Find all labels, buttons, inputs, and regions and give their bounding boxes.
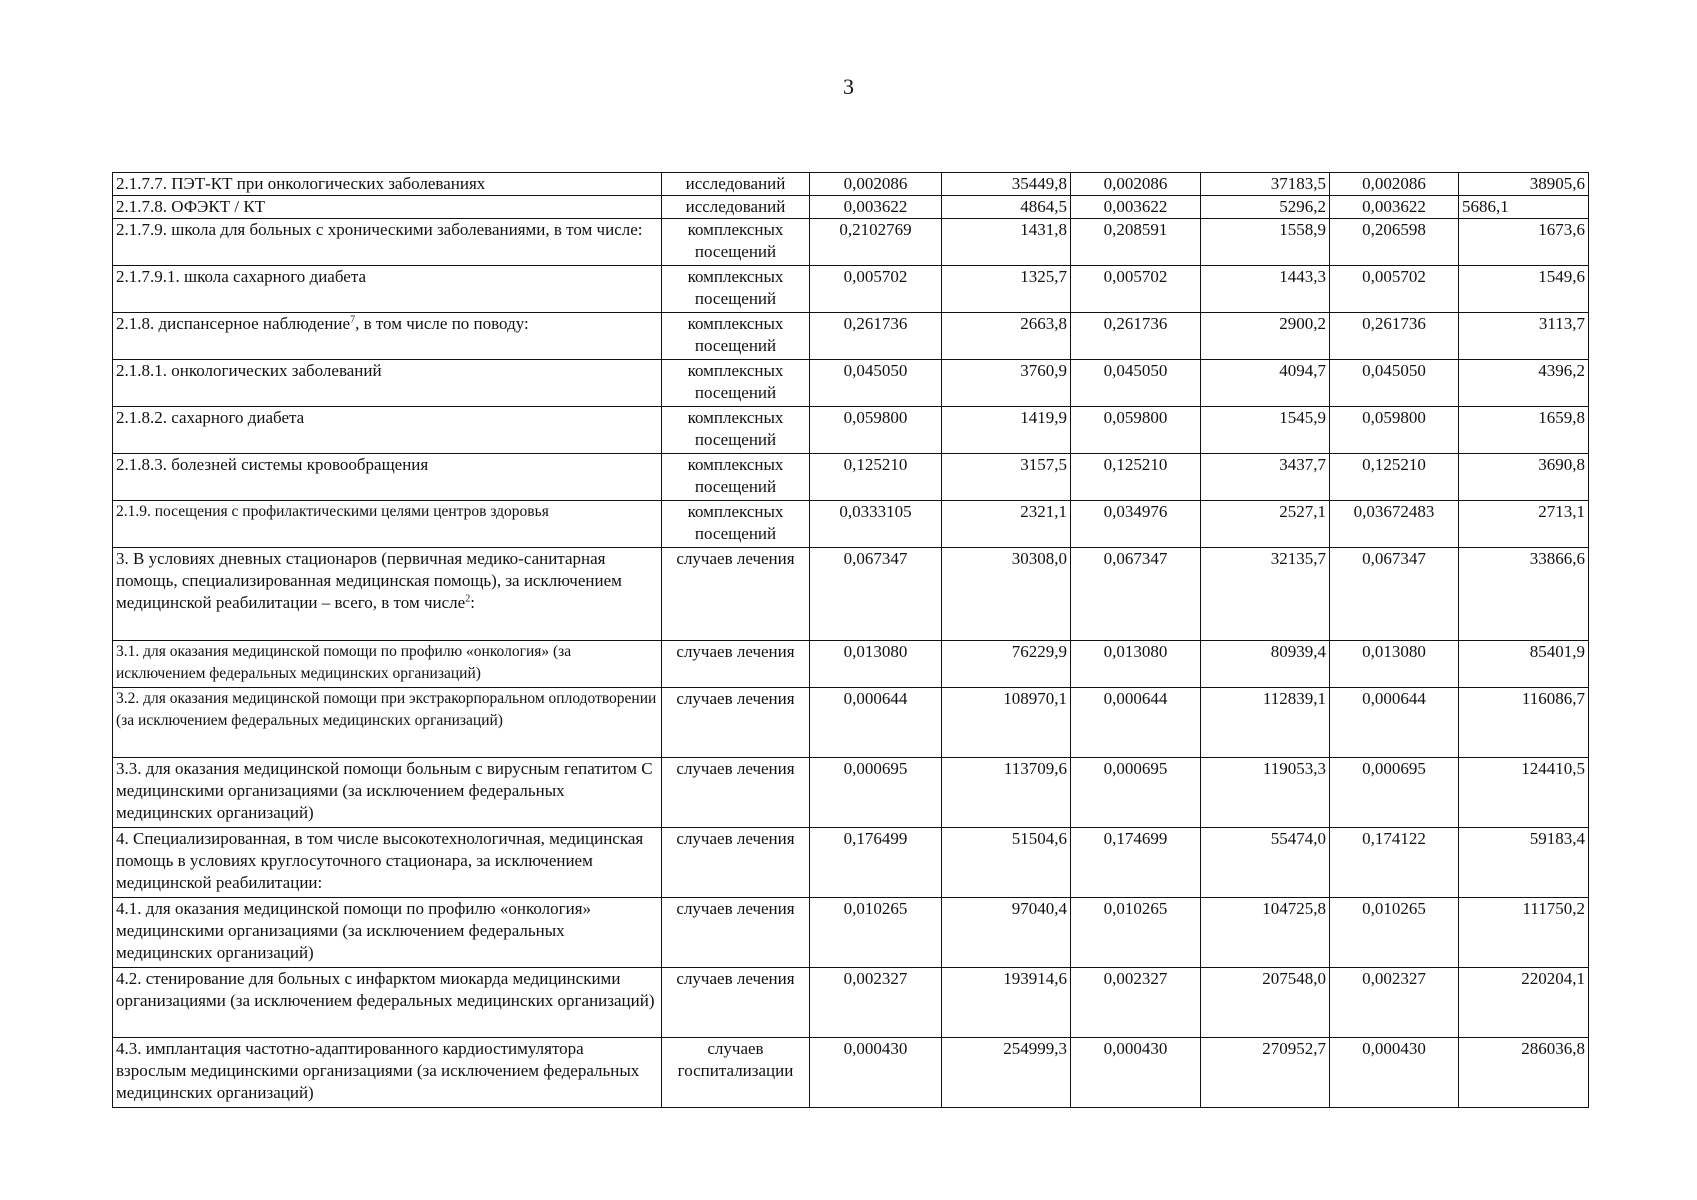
row-unit-cell: случаев лечения (662, 968, 810, 1038)
cost-2024-cell: 1431,8 (942, 219, 1071, 266)
table-row (113, 407, 1589, 454)
cost-2024-cell: 30308,0 (942, 548, 1071, 641)
norm-2024-cell: 0,000644 (810, 688, 942, 758)
row-unit-cell: случаев лечения (662, 641, 810, 688)
table-row (113, 828, 1589, 898)
table-row (113, 173, 1589, 196)
row-name-cell: 3. В условиях дневных стационаров (первичная медико-санитарная помощь, специализированная медицинская помощь), за исключением медицинской реабилитации – всего, в том числе$^2$: (113, 548, 662, 641)
norm-2025-cell: 0,005702 (1071, 266, 1201, 313)
norm-2025-cell: 0,003622 (1071, 196, 1201, 219)
norm-2024-cell: 0,067347 (810, 548, 942, 641)
cost-2026-cell: 124410,5 (1459, 758, 1589, 828)
norm-2025-cell: 0,034976 (1071, 501, 1201, 548)
norm-2026-cell: 0,000430 (1330, 1038, 1459, 1108)
row-name-cell: 2.1.8.2. сахарного диабета (113, 407, 662, 454)
row-unit-cell: случаев лечения (662, 548, 810, 641)
row-unit-cell: комплексных посещений (662, 360, 810, 407)
norm-2024-cell: 0,261736 (810, 313, 942, 360)
row-name-cell: 2.1.8.1. онкологических заболеваний (113, 360, 662, 407)
cost-2026-cell: 85401,9 (1459, 641, 1589, 688)
norm-2026-cell: 0,005702 (1330, 266, 1459, 313)
cost-2025-cell: 270952,7 (1201, 1038, 1330, 1108)
page-number: 3 (843, 74, 854, 99)
table-row (113, 454, 1589, 501)
norm-2026-cell: 0,174122 (1330, 828, 1459, 898)
row-unit-cell: случаев лечения (662, 758, 810, 828)
cost-2025-cell: 1558,9 (1201, 219, 1330, 266)
cost-2024-cell: 3157,5 (942, 454, 1071, 501)
table-row (113, 501, 1589, 548)
row-unit-cell: комплексных посещений (662, 266, 810, 313)
row-unit-cell: комплексных посещений (662, 407, 810, 454)
row-unit-cell: комплексных посещений (662, 501, 810, 548)
cost-2024-cell: 2663,8 (942, 313, 1071, 360)
norm-2026-cell: 0,010265 (1330, 898, 1459, 968)
cost-2024-cell: 4864,5 (942, 196, 1071, 219)
cost-2024-cell: 76229,9 (942, 641, 1071, 688)
table-row (113, 196, 1589, 219)
row-unit-cell: случаев лечения (662, 688, 810, 758)
norm-2026-cell: 0,03672483 (1330, 501, 1459, 548)
norm-2024-cell: 0,045050 (810, 360, 942, 407)
cost-2024-cell: 51504,6 (942, 828, 1071, 898)
norm-2026-cell: 0,206598 (1330, 219, 1459, 266)
cost-2026-cell: 3690,8 (1459, 454, 1589, 501)
norm-2024-cell: 0,002327 (810, 968, 942, 1038)
row-unit-cell: исследований (662, 173, 810, 196)
norm-2024-cell: 0,013080 (810, 641, 942, 688)
norm-2024-cell: 0,002086 (810, 173, 942, 196)
row-unit-cell: случаев госпитализации (662, 1038, 810, 1108)
row-name-cell: 2.1.7.9.1. школа сахарного диабета (113, 266, 662, 313)
table-row (113, 968, 1589, 1038)
row-unit-cell: случаев лечения (662, 828, 810, 898)
row-unit-cell: комплексных посещений (662, 313, 810, 360)
row-unit-cell: комплексных посещений (662, 219, 810, 266)
row-name-cell: 2.1.7.7. ПЭТ-КТ при онкологических заболеваниях (113, 173, 662, 196)
norm-2024-cell: 0,010265 (810, 898, 942, 968)
cost-2026-cell: 2713,1 (1459, 501, 1589, 548)
norm-2025-cell: 0,000430 (1071, 1038, 1201, 1108)
cost-2026-cell: 286036,8 (1459, 1038, 1589, 1108)
cost-2024-cell: 193914,6 (942, 968, 1071, 1038)
norm-2026-cell: 0,261736 (1330, 313, 1459, 360)
table-body (113, 173, 1589, 1108)
cost-2025-cell: 4094,7 (1201, 360, 1330, 407)
cost-2026-cell: 220204,1 (1459, 968, 1589, 1038)
norm-2024-cell: 0,059800 (810, 407, 942, 454)
cost-2024-cell: 2321,1 (942, 501, 1071, 548)
norm-2025-cell: 0,000695 (1071, 758, 1201, 828)
table-row (113, 758, 1589, 828)
table-row (113, 548, 1589, 641)
norm-2025-cell: 0,045050 (1071, 360, 1201, 407)
footnote-mark: 2 (465, 593, 471, 605)
norm-2025-cell: 0,208591 (1071, 219, 1201, 266)
cost-2024-cell: 108970,1 (942, 688, 1071, 758)
cost-2026-cell: 59183,4 (1459, 828, 1589, 898)
cost-2025-cell: 5296,2 (1201, 196, 1330, 219)
norm-2025-cell: 0,125210 (1071, 454, 1201, 501)
cost-2026-cell: 1549,6 (1459, 266, 1589, 313)
norm-2025-cell: 0,013080 (1071, 641, 1201, 688)
row-name-cell: 4.2. стенирование для больных с инфарктом миокарда медицинскими организациями (за исключением федеральных медицинских организаций) (113, 968, 662, 1038)
norm-2026-cell: 0,003622 (1330, 196, 1459, 219)
cost-2025-cell: 1443,3 (1201, 266, 1330, 313)
norm-2025-cell: 0,067347 (1071, 548, 1201, 641)
cost-2025-cell: 2527,1 (1201, 501, 1330, 548)
cost-2025-cell: 55474,0 (1201, 828, 1330, 898)
row-name-cell: 2.1.7.8. ОФЭКТ / КТ (113, 196, 662, 219)
cost-2026-cell: 5686,1 (1459, 196, 1589, 219)
cost-2025-cell: 104725,8 (1201, 898, 1330, 968)
table-row (113, 360, 1589, 407)
row-unit-cell: случаев лечения (662, 898, 810, 968)
row-name-cell: 2.1.7.9. школа для больных с хроническими заболеваниями, в том числе: (113, 219, 662, 266)
norm-2024-cell: 0,005702 (810, 266, 942, 313)
row-name-cell: 2.1.8. диспансерное наблюдение$^7$, в том числе по поводу: (113, 313, 662, 360)
norm-2026-cell: 0,013080 (1330, 641, 1459, 688)
table-row (113, 219, 1589, 266)
cost-2026-cell: 38905,6 (1459, 173, 1589, 196)
row-name-cell: 2.1.9. посещения с профилактическими целями центров здоровья (113, 501, 662, 548)
norm-2024-cell: 0,176499 (810, 828, 942, 898)
norm-2026-cell: 0,125210 (1330, 454, 1459, 501)
norm-2026-cell: 0,067347 (1330, 548, 1459, 641)
row-name-cell: 4.3. имплантация частотно-адаптированного кардиостимулятора взрослым медицинскими организациями (за исключением федеральных медицинских организаций) (113, 1038, 662, 1108)
cost-2024-cell: 254999,3 (942, 1038, 1071, 1108)
cost-2025-cell: 2900,2 (1201, 313, 1330, 360)
norm-2026-cell: 0,000644 (1330, 688, 1459, 758)
footnote-mark: 7 (350, 314, 356, 326)
cost-2025-cell: 80939,4 (1201, 641, 1330, 688)
cost-2026-cell: 111750,2 (1459, 898, 1589, 968)
cost-2026-cell: 4396,2 (1459, 360, 1589, 407)
cost-2024-cell: 97040,4 (942, 898, 1071, 968)
norm-2024-cell: 0,000695 (810, 758, 942, 828)
cost-2024-cell: 113709,6 (942, 758, 1071, 828)
cost-2025-cell: 207548,0 (1201, 968, 1330, 1038)
norm-2026-cell: 0,002327 (1330, 968, 1459, 1038)
row-name-cell: 2.1.8.3. болезней системы кровообращения (113, 454, 662, 501)
norm-2024-cell: 0,0333105 (810, 501, 942, 548)
cost-2025-cell: 1545,9 (1201, 407, 1330, 454)
norm-2026-cell: 0,000695 (1330, 758, 1459, 828)
table-row (113, 266, 1589, 313)
cost-2025-cell: 37183,5 (1201, 173, 1330, 196)
norm-2025-cell: 0,174699 (1071, 828, 1201, 898)
norm-2026-cell: 0,002086 (1330, 173, 1459, 196)
table-row (113, 641, 1589, 688)
norm-2026-cell: 0,045050 (1330, 360, 1459, 407)
row-name-cell: 3.1. для оказания медицинской помощи по профилю «онкология» (за исключением федеральных медицинских организаций) (113, 641, 662, 688)
cost-2026-cell: 1659,8 (1459, 407, 1589, 454)
norm-2025-cell: 0,002086 (1071, 173, 1201, 196)
norm-2026-cell: 0,059800 (1330, 407, 1459, 454)
row-name-cell: 3.2. для оказания медицинской помощи при экстракорпоральном оплодотворении (за исключением федеральных медицинских организаций) (113, 688, 662, 758)
row-name-cell: 4. Специализированная, в том числе высокотехнологичная, медицинская помощь в условиях круглосуточного стационара, за исключением медицинской реабилитации: (113, 828, 662, 898)
row-unit-cell: исследований (662, 196, 810, 219)
cost-2026-cell: 1673,6 (1459, 219, 1589, 266)
medical-care-norms-table (112, 172, 1589, 1108)
cost-2024-cell: 1419,9 (942, 407, 1071, 454)
table-row (113, 688, 1589, 758)
cost-2025-cell: 3437,7 (1201, 454, 1330, 501)
cost-2026-cell: 3113,7 (1459, 313, 1589, 360)
table-row (113, 898, 1589, 968)
norm-2024-cell: 0,125210 (810, 454, 942, 501)
norm-2024-cell: 0,2102769 (810, 219, 942, 266)
cost-2026-cell: 33866,6 (1459, 548, 1589, 641)
cost-2024-cell: 35449,8 (942, 173, 1071, 196)
row-name-cell: 4.1. для оказания медицинской помощи по профилю «онкология» медицинскими организациями (за исключением федеральных медицинских организаций) (113, 898, 662, 968)
row-name-cell: 3.3. для оказания медицинской помощи больным с вирусным гепатитом С медицинскими организациями (за исключением федеральных медицинских организаций) (113, 758, 662, 828)
cost-2025-cell: 32135,7 (1201, 548, 1330, 641)
norm-2025-cell: 0,000644 (1071, 688, 1201, 758)
norm-2025-cell: 0,002327 (1071, 968, 1201, 1038)
norm-2025-cell: 0,010265 (1071, 898, 1201, 968)
cost-2025-cell: 112839,1 (1201, 688, 1330, 758)
cost-2024-cell: 3760,9 (942, 360, 1071, 407)
table-row (113, 1038, 1589, 1108)
norm-2024-cell: 0,003622 (810, 196, 942, 219)
row-unit-cell: комплексных посещений (662, 454, 810, 501)
cost-2026-cell: 116086,7 (1459, 688, 1589, 758)
table-row (113, 313, 1589, 360)
cost-2025-cell: 119053,3 (1201, 758, 1330, 828)
norm-2024-cell: 0,000430 (810, 1038, 942, 1108)
norm-2025-cell: 0,059800 (1071, 407, 1201, 454)
cost-2024-cell: 1325,7 (942, 266, 1071, 313)
norm-2025-cell: 0,261736 (1071, 313, 1201, 360)
